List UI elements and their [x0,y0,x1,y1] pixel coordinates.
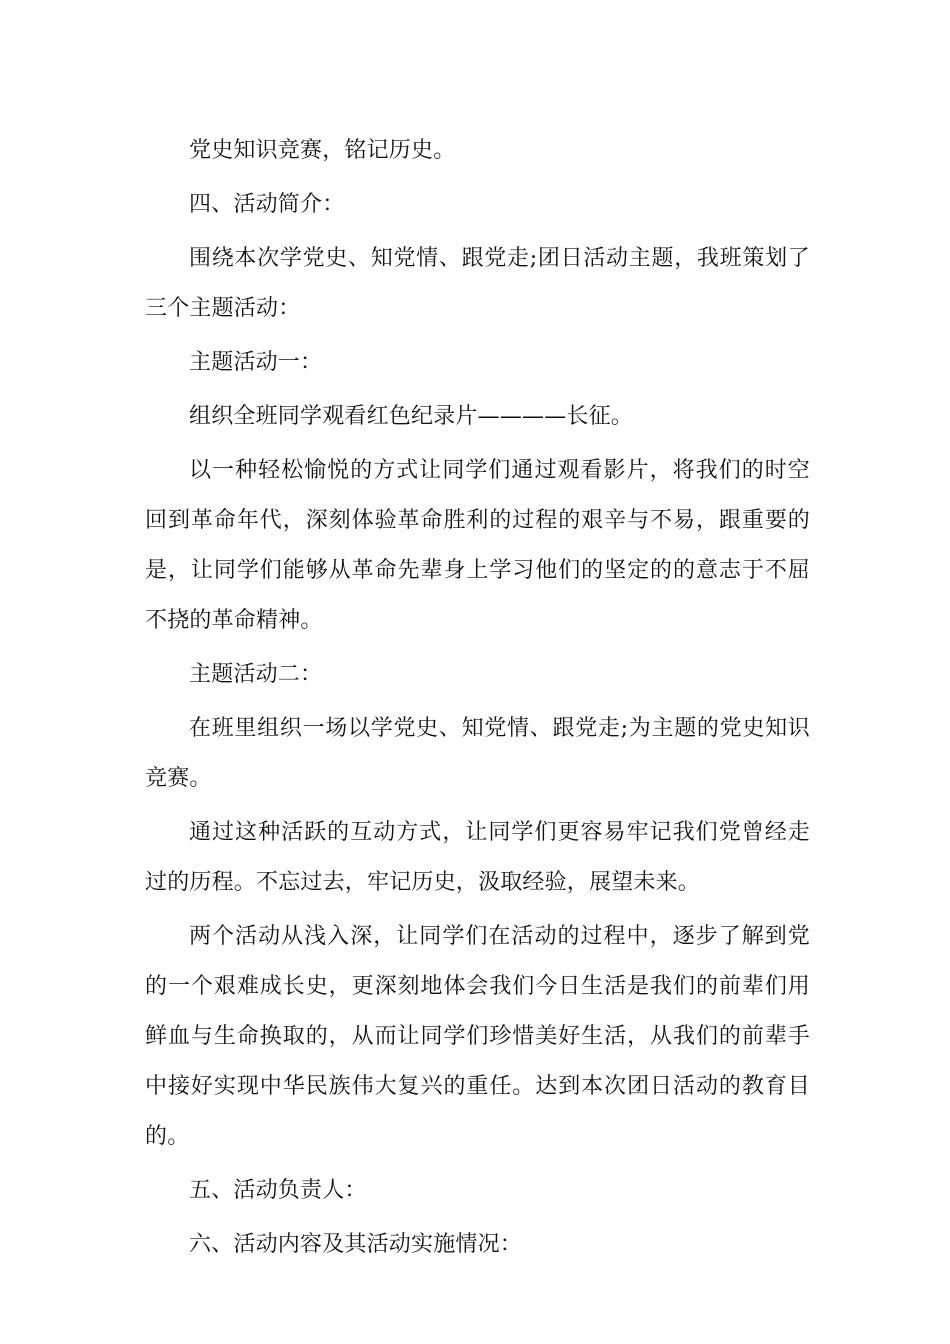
paragraph-quiz-summary: 党史知识竞赛，铭记历史。 [189,138,456,163]
subheading-theme-activity-one: 主题活动一： [189,350,323,375]
section-heading-implementation: 六、活动内容及其活动实施情况： [189,1232,523,1257]
subheading-theme-activity-two: 主题活动二： [189,662,323,687]
section-heading-activity-intro: 四、活动简介： [189,192,345,217]
paragraph-activity-overview: 围绕本次学党史、知党情、跟党走;团日活动主题，我班策划了三个主题活动： [145,246,810,321]
paragraph-documentary-purpose: 以一种轻松愉悦的方式让同学们通过观看影片，将我们的时空回到革命年代，深刻体验革命胜利的过程的艰辛与不易，跟重要的是，让同学们能够从革命先辈身上学习他们的坚定的的意志于不屈不挠的革命精神。 [145,458,810,633]
document-body [145,126,810,1270]
paragraph-quiz-purpose: 通过这种活跃的互动方式，让同学们更容易牢记我们党曾经走过的历程。不忘过去，牢记历史，汲取经验，展望未来。 [145,820,810,895]
paragraph-documentary-viewing: 组织全班同学观看红色纪录片————长征。 [189,404,634,429]
paragraph-history-quiz: 在班里组织一场以学党史、知党情、跟党走;为主题的党史知识竞赛。 [145,716,810,791]
paragraph-activity-goals: 两个活动从浅入深，让同学们在活动的过程中，逐步了解到党的一个艰难成长史，更深刻地体会我们今日生活是我们的前辈们用鲜血与生命换取的，从而让同学们珍惜美好生活，从我们的前辈手中接好实现中华民族伟大复兴的重任。达到本次团日活动的教育目的。 [145,924,810,1149]
section-heading-person-in-charge: 五、活动负责人： [189,1178,367,1203]
